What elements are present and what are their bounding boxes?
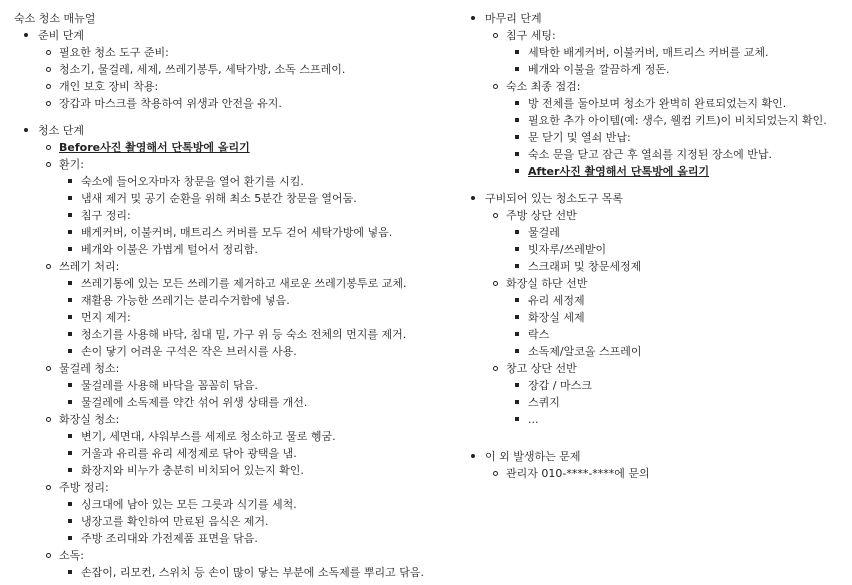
list-item: 화장실 세제 (473, 309, 848, 326)
other-heading: 이 외 발생하는 문제 (473, 448, 848, 465)
list-item: 창고 상단 선반 (473, 360, 848, 377)
list-item: 변기, 세면대, 샤워부스를 세제로 청소하고 물로 헹굼. (14, 428, 454, 445)
list-item: 먼지 제거: (14, 309, 454, 326)
square-bullet-icon (68, 502, 72, 506)
list-item: 문 닫기 및 열쇠 반납: (473, 129, 848, 146)
square-bullet-icon (515, 135, 519, 139)
contact-text: 관리자 010-****-****에 문의 (506, 467, 650, 480)
list-item: 침구 세팅: (473, 27, 848, 44)
after-photo-link[interactable]: After사진 촬영해서 단톡방에 올리기 (528, 165, 710, 178)
list-item: 빗자루/쓰레받이 (473, 241, 848, 258)
list-item: 숙소 최종 점검: (473, 78, 848, 95)
list-item: 숙소 문을 닫고 잠근 후 열쇠를 지정된 장소에 반납. (473, 146, 848, 163)
circle-bullet-icon (46, 101, 51, 106)
list-item: 필요한 청소 도구 준비: (14, 44, 454, 61)
list-item: 베개와 이불을 깔끔하게 정돈. (473, 61, 848, 78)
circle-bullet-icon (493, 213, 498, 218)
circle-bullet-icon (46, 553, 51, 558)
page-title: 숙소 청소 매뉴얼 (14, 12, 96, 25)
square-bullet-icon (68, 298, 72, 302)
list-item: 소독제/알코올 스프레이 (473, 343, 848, 360)
list-item: 필요한 추가 아이템(예: 생수, 웰컴 키트)이 비치되었는지 확인. (473, 112, 848, 129)
square-bullet-icon (515, 152, 519, 156)
list-item: 스퀴지 (473, 394, 848, 411)
square-bullet-icon (68, 519, 72, 523)
square-bullet-icon (68, 434, 72, 438)
list-item: 스크래퍼 및 창문세정제 (473, 258, 848, 275)
list-item: 소독: (14, 547, 454, 564)
disc-bullet-icon (471, 196, 475, 200)
list-item (14, 139, 454, 156)
circle-bullet-icon (493, 33, 498, 38)
circle-bullet-icon (46, 67, 51, 72)
square-bullet-icon (68, 213, 72, 217)
list-item: 침구 정리: (14, 207, 454, 224)
list-item: 손잡이, 리모컨, 스위치 등 손이 많이 닿는 부분에 소독제를 뿌리고 닦음. (14, 564, 454, 581)
square-bullet-icon (515, 118, 519, 122)
square-bullet-icon (515, 298, 519, 302)
list-item: 방 전체를 둘아보며 청소가 완벽히 완료되었는지 확인. (473, 95, 848, 112)
list-item (473, 163, 848, 180)
list-item: 손이 닿기 어려운 구석은 작은 브러시를 사용. (14, 343, 454, 360)
square-bullet-icon (68, 349, 72, 353)
square-bullet-icon (68, 468, 72, 472)
list-item: 장갑 / 마스크 (473, 377, 848, 394)
list-item: 싱크대에 남아 있는 모든 그릇과 식기를 세척. (14, 496, 454, 513)
list-item: 숙소에 들어오자마자 창문을 열어 환기를 시킴. (14, 173, 454, 190)
circle-bullet-icon (493, 471, 498, 476)
circle-bullet-icon (46, 50, 51, 55)
before-photo-link[interactable]: Before사진 촬영해서 단톡방에 올리기 (59, 141, 250, 154)
square-bullet-icon (68, 570, 72, 574)
circle-bullet-icon (493, 366, 498, 371)
list-item: 주방 조리대와 가전제품 표면을 닦음. (14, 530, 454, 547)
list-item: 장갑과 마스크를 착용하여 위생과 안전을 유지. (14, 95, 454, 112)
square-bullet-icon (515, 400, 519, 404)
square-bullet-icon (68, 400, 72, 404)
list-item: 화장실 청소: (14, 411, 454, 428)
square-bullet-icon (515, 332, 519, 336)
square-bullet-icon (515, 50, 519, 54)
square-bullet-icon (515, 349, 519, 353)
square-bullet-icon (515, 264, 519, 268)
disc-bullet-icon (471, 16, 475, 20)
list-item: 배게커버, 이불커버, 매트리스 커버를 모두 걷어 세탁가방에 넣음. (14, 224, 454, 241)
list-item: 유리 세정제 (473, 292, 848, 309)
list-item: 베개와 이불은 가볍게 털어서 정리함. (14, 241, 454, 258)
left-column (14, 10, 454, 581)
circle-bullet-icon (493, 281, 498, 286)
list-item: 물걸레를 사용해 바닥을 꼼꼼히 닦음. (14, 377, 454, 394)
list-item: 물걸레에 소독제를 약간 섞어 위생 상태를 개선. (14, 394, 454, 411)
tools-heading: 구비되어 있는 청소도구 목록 (473, 190, 848, 207)
list-item (473, 465, 848, 482)
square-bullet-icon (515, 101, 519, 105)
list-item: 물걸레 (473, 224, 848, 241)
list-item: 거울과 유리를 유리 세정제로 닦아 광택을 냄. (14, 445, 454, 462)
circle-bullet-icon (493, 84, 498, 89)
square-bullet-icon (68, 196, 72, 200)
disc-bullet-icon (24, 128, 28, 132)
list-item: ... (473, 411, 848, 428)
square-bullet-icon (68, 332, 72, 336)
list-item: 주방 상단 선반 (473, 207, 848, 224)
list-item: 물걸레 청소: (14, 360, 454, 377)
square-bullet-icon (515, 383, 519, 387)
prep-heading: 준비 단계 (14, 27, 454, 44)
list-item: 세탁한 배게커버, 이불커버, 매트리스 커버를 교체. (473, 44, 848, 61)
square-bullet-icon (515, 417, 519, 421)
list-item: 화장실 하단 선반 (473, 275, 848, 292)
clean-heading: 청소 단계 (14, 122, 454, 139)
circle-bullet-icon (46, 485, 51, 490)
square-bullet-icon (515, 169, 519, 173)
square-bullet-icon (68, 383, 72, 387)
list-item: 냄새 제거 및 공기 순환을 위해 최소 5분간 창문을 열어둠. (14, 190, 454, 207)
square-bullet-icon (515, 247, 519, 251)
circle-bullet-icon (46, 145, 51, 150)
list-item: 청소기, 물걸레, 세제, 쓰레기봉투, 세탁가방, 소독 스프레이. (14, 61, 454, 78)
square-bullet-icon (68, 281, 72, 285)
list-item: 개인 보호 장비 착용: (14, 78, 454, 95)
list-item: 락스 (473, 326, 848, 343)
list-item: 재활용 가능한 쓰레기는 분리수거함에 넣음. (14, 292, 454, 309)
list-item: 주방 정리: (14, 479, 454, 496)
disc-bullet-icon (471, 454, 475, 458)
list-item: 환기: (14, 156, 454, 173)
circle-bullet-icon (46, 417, 51, 422)
circle-bullet-icon (46, 84, 51, 89)
list-item: 청소기를 사용해 바닥, 침대 밑, 가구 위 등 숙소 전체의 먼지를 제거. (14, 326, 454, 343)
square-bullet-icon (515, 230, 519, 234)
list-item: 화장지와 비누가 충분히 비치되어 있는지 확인. (14, 462, 454, 479)
square-bullet-icon (515, 315, 519, 319)
square-bullet-icon (68, 451, 72, 455)
list-item: 냉장고를 확인하여 만료된 음식은 제거. (14, 513, 454, 530)
square-bullet-icon (515, 67, 519, 71)
circle-bullet-icon (46, 366, 51, 371)
right-column (473, 10, 848, 482)
square-bullet-icon (68, 179, 72, 183)
square-bullet-icon (68, 230, 72, 234)
square-bullet-icon (68, 315, 72, 319)
square-bullet-icon (68, 536, 72, 540)
disc-bullet-icon (24, 33, 28, 37)
circle-bullet-icon (46, 162, 51, 167)
list-item: 쓰레기통에 있는 모든 쓰레기를 제거하고 새로운 쓰레기봉투로 교체. (14, 275, 454, 292)
finish-heading: 마무리 단계 (473, 10, 848, 27)
circle-bullet-icon (46, 264, 51, 269)
list-item: 쓰레기 처리: (14, 258, 454, 275)
square-bullet-icon (68, 247, 72, 251)
